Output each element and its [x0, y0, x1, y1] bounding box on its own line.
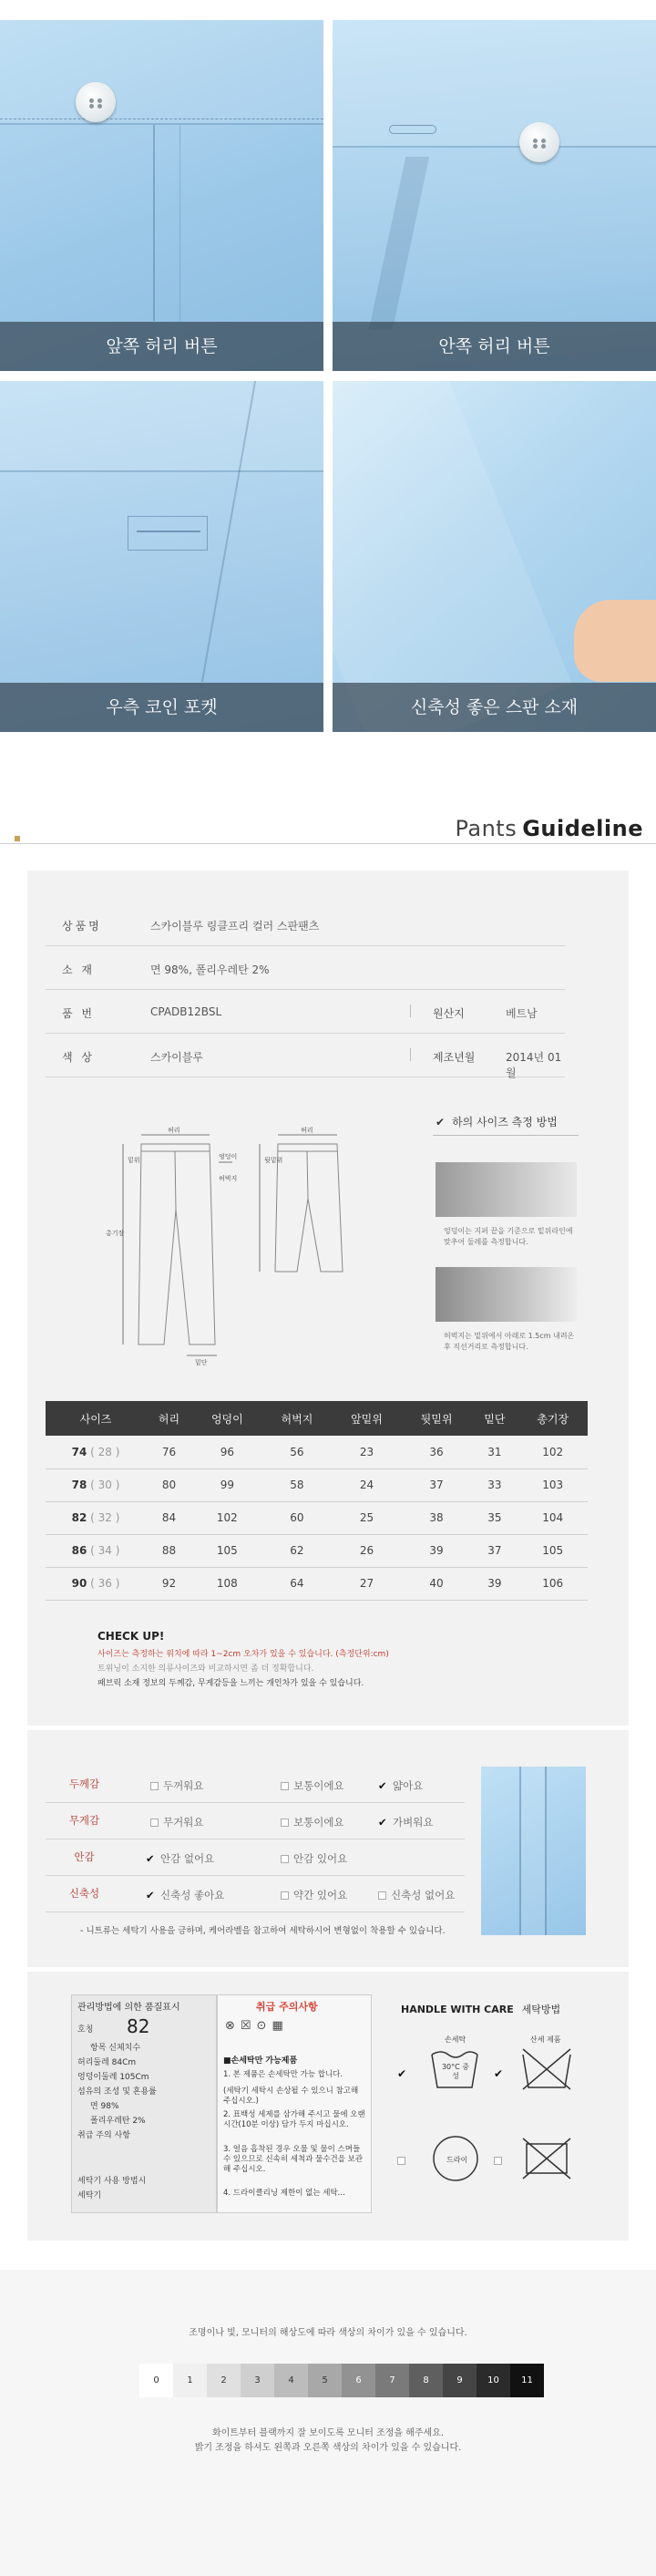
spec-row-code [46, 990, 565, 1034]
checkbox-icon [281, 1819, 289, 1827]
feature-option [150, 1815, 203, 1829]
feature-option-text: 신축성 없어요 [391, 1889, 456, 1901]
spec-value2: 베트남 [506, 1007, 538, 1020]
feature-label: 무게감 [68, 1814, 100, 1827]
table-cell: 60 [262, 1501, 333, 1534]
table-cell: 108 [192, 1567, 262, 1600]
feature-row-thickness [46, 1767, 465, 1803]
size-value: 86 [71, 1544, 87, 1557]
table-cell: 25 [332, 1501, 402, 1534]
care-label-line: 취급 주의 사항 [77, 2131, 130, 2140]
size-inch: ( 36 ) [90, 1577, 120, 1590]
care-label-line: 면 98% [90, 2102, 119, 2111]
table-cell: 62 [262, 1534, 333, 1567]
size-header: 총기장 [518, 1401, 588, 1436]
diagram-label-waist: 허리 [168, 1127, 180, 1134]
table-cell: 99 [192, 1468, 262, 1501]
size-header: 앞밑위 [332, 1401, 402, 1436]
size-header: 허벅지 [262, 1401, 333, 1436]
table-cell: 37 [471, 1534, 518, 1567]
detail-caption: 안쪽 허리 버튼 [333, 322, 656, 371]
color-note-bottom2: 밝기 조정을 하셔도 왼쪽과 오른쪽 색상의 차이가 있을 수 있습니다. [194, 2443, 462, 2453]
spec-row-name [46, 902, 565, 946]
spec-separator [410, 1005, 411, 1017]
detail-photo-stretch-fabric [333, 381, 656, 732]
feature-option-text: 무거워요 [163, 1816, 204, 1829]
table-cell: 23 [332, 1436, 402, 1468]
color-swatch-3: 3 [241, 2364, 274, 2397]
diagram-label-rise: 밑위 [128, 1157, 140, 1164]
feature-row-stretch [46, 1876, 465, 1912]
size-header: 허리 [146, 1401, 192, 1436]
feature-option-text: 보통이에요 [293, 1816, 344, 1829]
color-swatch-1: 1 [173, 2364, 207, 2397]
size-cell [46, 1501, 146, 1534]
spec-key2: 원산지 [433, 1007, 465, 1020]
handle-subtitle: 세탁방법 [521, 2004, 561, 2015]
dry-clean-label: 드라이 [446, 2156, 468, 2164]
feature-option-text: 보통이에요 [293, 1779, 344, 1792]
color-note-top: 조명이나 빛, 모니터의 해상도에 따라 색상의 차이가 있을 수 있습니다. [189, 2328, 467, 2338]
size-header: 밑단 [471, 1401, 518, 1436]
detail-photo-front-button [0, 20, 323, 371]
table-cell: 105 [518, 1534, 588, 1567]
detail-caption: 앞쪽 허리 버튼 [0, 322, 323, 371]
feature-option-selected [378, 1815, 433, 1829]
feature-label: 두께감 [68, 1777, 100, 1790]
care-label-line: 세탁기 [77, 2191, 102, 2200]
feature-label: 신축성 [68, 1887, 100, 1900]
size-header: 뒷밑위 [402, 1401, 472, 1436]
table-cell: 106 [518, 1567, 588, 1600]
diagram-label-back-rise: 뒷밑위 [264, 1157, 283, 1164]
handle-title [401, 2002, 560, 2016]
color-swatch-0: 0 [139, 2364, 173, 2397]
spec-key: 품 번 [62, 1007, 95, 1020]
care-label-line: 세탁기 사용 방법시 [77, 2177, 147, 2186]
table-cell: 40 [402, 1567, 472, 1600]
feature-option-text: 가벼워요 [393, 1816, 434, 1829]
check-icon: ✔ [146, 1852, 155, 1865]
checkbox-icon [150, 1782, 159, 1790]
no-bleach-label: 산세 제품 [530, 2035, 561, 2044]
care-label-title: 관리방법에 의한 품질표시 [77, 2003, 180, 2013]
care-symbols: ⊗☒⊙▦ [225, 2019, 289, 2033]
table-cell: 56 [262, 1436, 333, 1468]
measure-title-text: 하의 사이즈 측정 방법 [452, 1116, 558, 1128]
section-marker [15, 836, 20, 841]
table-cell: 102 [192, 1501, 262, 1534]
table-row [46, 1436, 588, 1468]
feature-option-text: 약간 있어요 [293, 1889, 348, 1901]
size-inch: ( 32 ) [90, 1511, 120, 1524]
fabric-swatch [481, 1767, 586, 1935]
feature-option [281, 1815, 344, 1829]
guideline-word1: Pants [455, 816, 518, 841]
table-cell: 84 [146, 1501, 192, 1534]
care-notice-line: 3. 얼음 흡착된 경우 오물 및 물이 스며들 수 있으므로 신속히 세척과 물수건을 보관해 주십시오. [223, 2145, 364, 2174]
spec-value2: 2014년 01월 [506, 1051, 562, 1079]
color-swatch-5: 5 [308, 2364, 342, 2397]
handle-title-text: HANDLE WITH CARE [401, 2004, 514, 2015]
size-value: 78 [71, 1479, 87, 1491]
checkbox-icon [397, 2157, 405, 2165]
table-cell: 102 [518, 1436, 588, 1468]
feature-row-lining [46, 1839, 465, 1876]
guideline-word2: Guideline [522, 816, 643, 841]
feature-option-text: 두꺼워요 [163, 1779, 204, 1792]
check-icon: ✔ [436, 1116, 446, 1128]
measure-divider [433, 1135, 579, 1136]
size-cell [46, 1468, 146, 1501]
spec-separator [410, 1048, 411, 1061]
checkbox-icon [494, 2157, 502, 2165]
size-value: 74 [71, 1445, 87, 1458]
table-cell: 80 [146, 1468, 192, 1501]
check-icon: ✔ [397, 2067, 407, 2080]
size-cell [46, 1567, 146, 1600]
guideline-title [455, 816, 643, 841]
care-label-line: 엉덩이둘레 105Cm [77, 2073, 149, 2082]
feature-option [150, 1778, 203, 1793]
spec-value: 면 98%, 폴리우레탄 2% [150, 963, 270, 976]
detail-photo-coin-pocket [0, 381, 323, 732]
feature-option-text: 안감 있어요 [293, 1852, 348, 1865]
color-swatch-10: 10 [477, 2364, 510, 2397]
feature-option-selected [378, 1778, 423, 1793]
checkup-line1: 사이즈는 측정하는 위치에 따라 1~2cm 오차가 있을 수 있습니다. (측정단위:cm) [97, 1650, 389, 1659]
feature-option [281, 1888, 347, 1902]
feature-note: - 니트류는 세탁기 사용을 금하며, 케어라벨을 참고하여 세탁하시어 변형없이 착용할 수 있습니다. [80, 1926, 446, 1936]
check-icon: ✔ [378, 1779, 387, 1792]
size-value: 82 [71, 1511, 87, 1524]
table-cell: 31 [471, 1436, 518, 1468]
table-cell: 26 [332, 1534, 402, 1567]
size-inch: ( 34 ) [90, 1544, 120, 1557]
checkbox-icon [281, 1855, 289, 1863]
feature-option [378, 1888, 455, 1902]
table-cell: 76 [146, 1436, 192, 1468]
hand-wash-sub: 30°C 중성 [441, 2063, 470, 2080]
care-label-photo [71, 1994, 217, 2213]
size-header: 사이즈 [46, 1401, 146, 1436]
care-notice [217, 1994, 372, 2213]
table-row [46, 1501, 588, 1534]
table-cell: 105 [192, 1534, 262, 1567]
color-swatch-9: 9 [443, 2364, 477, 2397]
care-label-line: 폴리우레탄 2% [90, 2117, 146, 2126]
spec-value: 스카이블루 [150, 1051, 203, 1064]
color-swatch-6: 6 [342, 2364, 375, 2397]
table-cell: 39 [402, 1534, 472, 1567]
table-cell: 104 [518, 1501, 588, 1534]
checkbox-icon [281, 1782, 289, 1790]
waist-button-icon [76, 82, 116, 122]
feature-option-selected [146, 1851, 214, 1866]
spec-value: CPADB12BSL [150, 1005, 222, 1018]
guideline-divider [0, 843, 656, 844]
feature-option-text: 얇아요 [393, 1779, 424, 1792]
table-row [46, 1468, 588, 1501]
handle-with-care [392, 1994, 588, 2213]
table-cell: 38 [402, 1501, 472, 1534]
checkbox-icon [281, 1891, 289, 1900]
feature-option-text: 안감 없어요 [160, 1852, 215, 1865]
detail-caption: 신축성 좋은 스판 소재 [333, 683, 656, 732]
size-table [46, 1401, 588, 1601]
table-cell: 103 [518, 1468, 588, 1501]
size-header: 엉덩이 [192, 1401, 262, 1436]
size-inch: ( 30 ) [90, 1479, 120, 1491]
feature-label: 안감 [74, 1850, 95, 1863]
diagram-label-waist-back: 허리 [301, 1127, 313, 1134]
table-cell: 39 [471, 1567, 518, 1600]
table-row [46, 1534, 588, 1567]
care-notice-line: 1. 본 제품은 손세탁만 가능 합니다. [223, 2070, 343, 2079]
care-notice-line: (세탁기 세탁시 손상될 수 있으니 참고해 주십시오.) [223, 2087, 359, 2106]
hand-wash-label: 손세탁 [445, 2035, 466, 2044]
table-cell: 35 [471, 1501, 518, 1534]
measure-note-thigh: 허벅지는 밑위에서 아래로 1.5cm 내려온 후 직선거리로 측정합니다. [444, 1332, 575, 1351]
table-cell: 37 [402, 1468, 472, 1501]
detail-photo-inner-button [333, 20, 656, 371]
color-swatch-7: 7 [375, 2364, 409, 2397]
table-cell: 33 [471, 1468, 518, 1501]
spec-row-material [46, 946, 565, 990]
feature-option [281, 1851, 347, 1866]
table-cell: 96 [192, 1436, 262, 1468]
color-swatch-2: 2 [207, 2364, 241, 2397]
table-cell: 64 [262, 1567, 333, 1600]
spec-key2: 제조년월 [433, 1051, 476, 1064]
table-cell: 36 [402, 1436, 472, 1468]
table-cell: 24 [332, 1468, 402, 1501]
spec-key: 상품명 [62, 920, 102, 933]
size-cell [46, 1534, 146, 1567]
no-bleach-icon [519, 2040, 574, 2095]
care-notice-line: 2. 표백성 세제를 삼가해 주시고 물에 오랜시간(10분 이상) 담가 두지 마십시오. [223, 2110, 365, 2129]
check-icon: ✔ [494, 2067, 504, 2080]
feature-option [281, 1778, 344, 1793]
size-inch: ( 28 ) [90, 1445, 120, 1458]
spec-value: 스카이블루 링클프리 컬러 스판팬츠 [150, 920, 320, 933]
checkbox-icon [150, 1819, 159, 1827]
care-label-line: 호칭 [77, 2025, 94, 2035]
table-cell: 92 [146, 1567, 192, 1600]
spec-row-color [46, 1034, 565, 1077]
measure-photo-thigh [436, 1267, 577, 1322]
size-value: 90 [71, 1577, 87, 1590]
detail-caption: 우측 코인 포켓 [0, 683, 323, 732]
size-table-header [46, 1401, 588, 1436]
diagram-label-thigh: 허벅지 [219, 1175, 238, 1182]
check-icon: ✔ [146, 1889, 155, 1901]
table-cell: 88 [146, 1534, 192, 1567]
checkup-line3: 패브릭 소재 정보의 두께감, 무게감등을 느끼는 개인차가 있을 수 있습니다. [97, 1679, 364, 1688]
care-label-size: 82 [127, 2015, 150, 2037]
care-notice-line: ■손세탁만 가능제품 [223, 2056, 298, 2066]
check-icon: ✔ [378, 1816, 387, 1829]
care-label-line: 허리둘레 84Cm [77, 2058, 137, 2067]
care-label-line: 항목 신체치수 [90, 2044, 141, 2053]
measure-title [436, 1114, 558, 1129]
care-notice-title: 취급 주의사항 [256, 2001, 318, 2013]
care-label-line: 섬유의 조성 및 혼용률 [77, 2087, 157, 2097]
table-cell: 58 [262, 1468, 333, 1501]
color-note-bottom1: 화이트부터 블랙까지 잘 보이도록 모니터 조정을 해주세요. [211, 2428, 445, 2438]
color-swatch-8: 8 [409, 2364, 443, 2397]
table-cell: 27 [332, 1567, 402, 1600]
checkup-title: CHECK UP! [97, 1630, 165, 1643]
color-scale-band [0, 2270, 656, 2576]
feature-option-selected [146, 1888, 224, 1902]
no-tumble-icon [519, 2131, 574, 2186]
diagram-label-hem: 밑단 [195, 1359, 208, 1366]
care-notice-line: 4. 드라이클리닝 제한이 없는 세탁... [223, 2189, 345, 2198]
spec-key: 색 상 [62, 1051, 95, 1064]
feature-option-text: 신축성 좋아요 [160, 1889, 225, 1901]
spec-key: 소 재 [62, 963, 95, 976]
color-swatch-4: 4 [274, 2364, 308, 2397]
diagram-label-length: 총기장 [106, 1230, 125, 1237]
pants-diagram [73, 1126, 401, 1381]
color-swatch-11: 11 [510, 2364, 544, 2397]
size-cell [46, 1436, 146, 1468]
feature-row-weight [46, 1803, 465, 1839]
measure-photo-hip [436, 1162, 577, 1217]
measure-note-hip: 엉덩이는 지퍼 끝을 기준으로 밑위라인에 맞추어 둘레를 측정합니다. [444, 1227, 573, 1246]
checkup-line2: 트위닝이 소지한 의류사이즈와 비교하시면 좀 더 정확합니다. [97, 1664, 314, 1674]
checkbox-icon [378, 1891, 386, 1900]
table-row [46, 1567, 588, 1600]
diagram-label-hip: 엉덩이 [219, 1153, 238, 1160]
inner-button-icon [519, 122, 559, 162]
